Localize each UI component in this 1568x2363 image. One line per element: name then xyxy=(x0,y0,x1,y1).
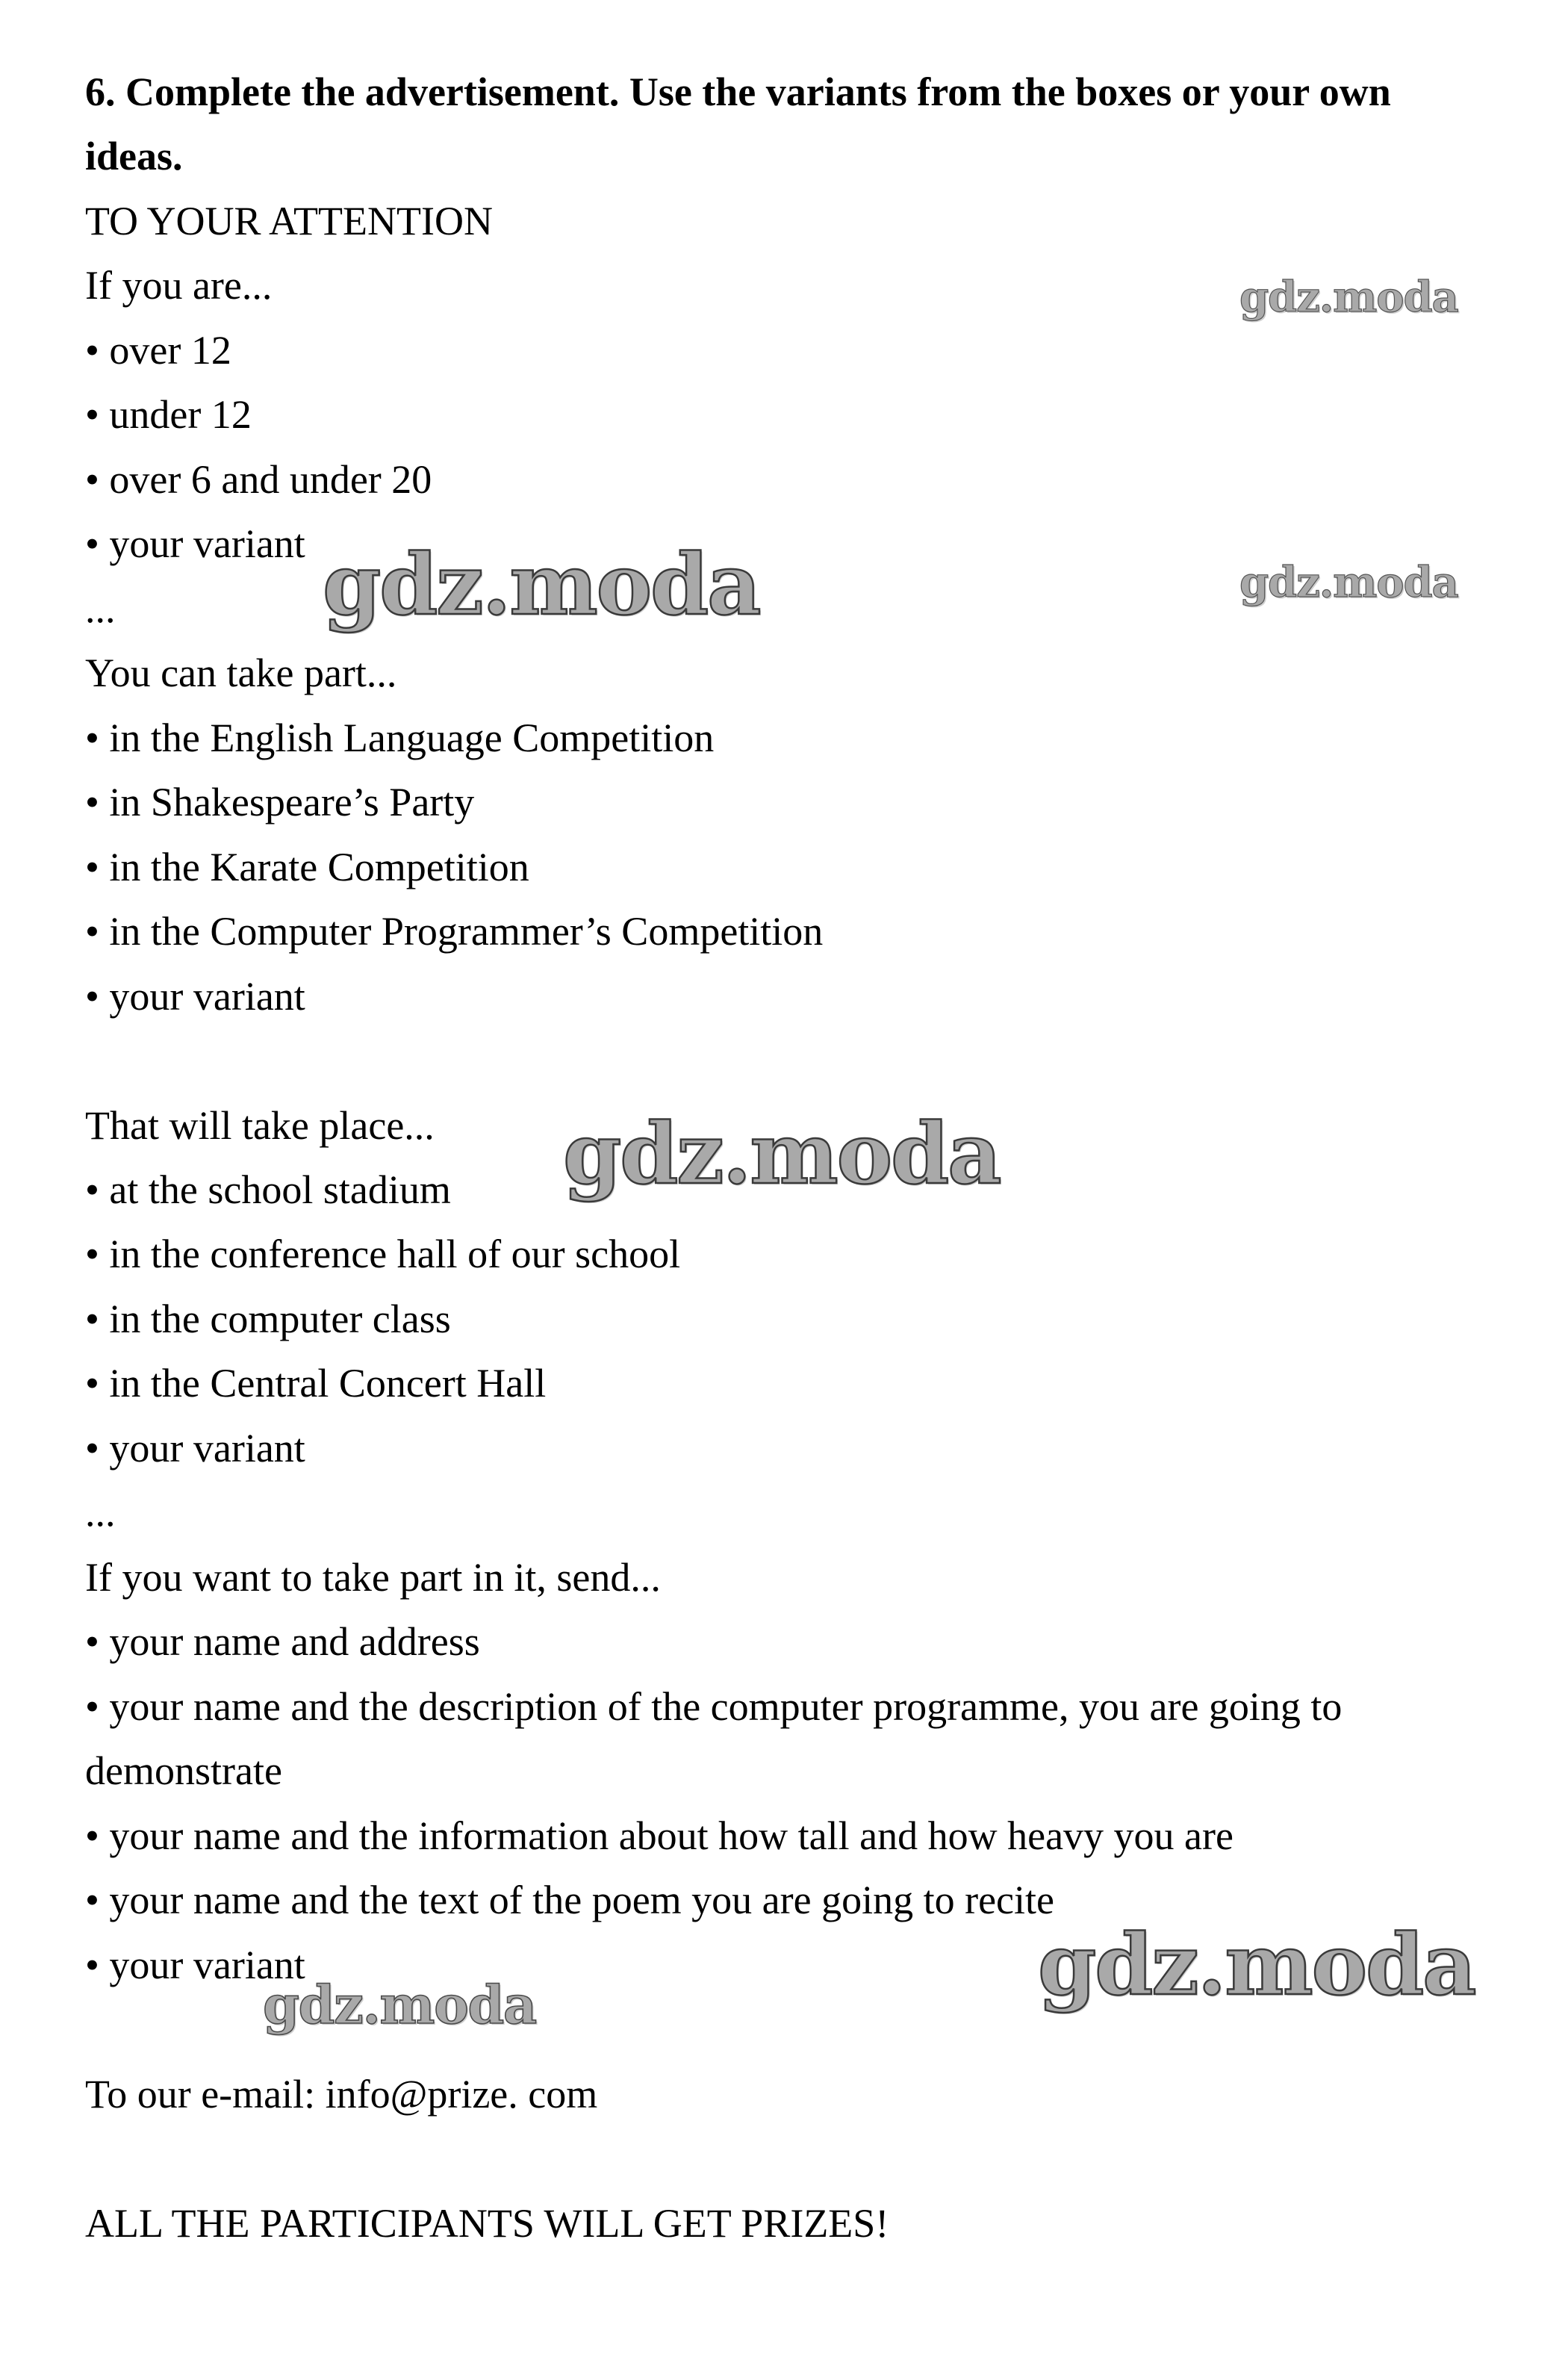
watermark-logo: gdz.moda xyxy=(263,1974,536,2036)
place-item: • in the computer class xyxy=(85,1297,451,1341)
place-item: • your variant xyxy=(85,1426,305,1471)
age-item: • under 12 xyxy=(85,392,252,437)
age-ellipsis: ... xyxy=(85,586,116,631)
event-item: • in the Karate Competition xyxy=(85,845,529,889)
event-item: • in the English Language Competition xyxy=(85,715,715,760)
event-item: • in the Computer Programmer’s Competition xyxy=(85,909,824,954)
closing-line: ALL THE PARTICIPANTS WILL GET PRIZES! xyxy=(85,2201,889,2246)
watermark-logo: gdz.moda xyxy=(1038,1916,1475,2014)
age-item: • over 6 and under 20 xyxy=(85,457,432,502)
advert-title: TO YOUR ATTENTION xyxy=(85,199,493,243)
watermark-logo: gdz.moda xyxy=(1239,273,1458,322)
send-item: • your name and the text of the poem you are going to recite xyxy=(85,1878,1054,1922)
task-heading-line-2: ideas. xyxy=(85,134,183,178)
event-item: • in Shakespeare’s Party xyxy=(85,780,475,825)
watermark-logo: gdz.moda xyxy=(323,536,760,634)
place-item: • in the conference hall of our school xyxy=(85,1232,681,1276)
place-item: • in the Central Concert Hall xyxy=(85,1361,547,1406)
event-item: • your variant xyxy=(85,974,305,1019)
place-item: • at the school stadium xyxy=(85,1167,451,1212)
send-item: • your variant xyxy=(85,1943,305,1987)
send-item: • your name and address xyxy=(85,1619,480,1664)
send-item: • your name and the information about how tall and how heavy you are xyxy=(85,1813,1233,1858)
watermark-logo: gdz.moda xyxy=(1239,558,1458,607)
send-intro: If you want to take part in it, send... xyxy=(85,1555,661,1600)
send-item: • your name and the description of the computer programme, you are going to xyxy=(85,1684,1343,1729)
event-intro: You can take part... xyxy=(85,650,397,695)
age-item: • over 12 xyxy=(85,328,231,373)
age-intro: If you are... xyxy=(85,263,273,308)
send-item-continuation: demonstrate xyxy=(85,1748,282,1793)
place-ellipsis: ... xyxy=(85,1490,116,1535)
watermark-logo: gdz.moda xyxy=(563,1105,1001,1203)
task-heading-line-1: 6. Complete the advertisement. Use the variants from the boxes or your own xyxy=(85,69,1391,114)
email-line: To our e-mail: info@prize. com xyxy=(85,2072,598,2117)
place-intro: That will take place... xyxy=(85,1103,435,1148)
age-item: • your variant xyxy=(85,521,305,566)
